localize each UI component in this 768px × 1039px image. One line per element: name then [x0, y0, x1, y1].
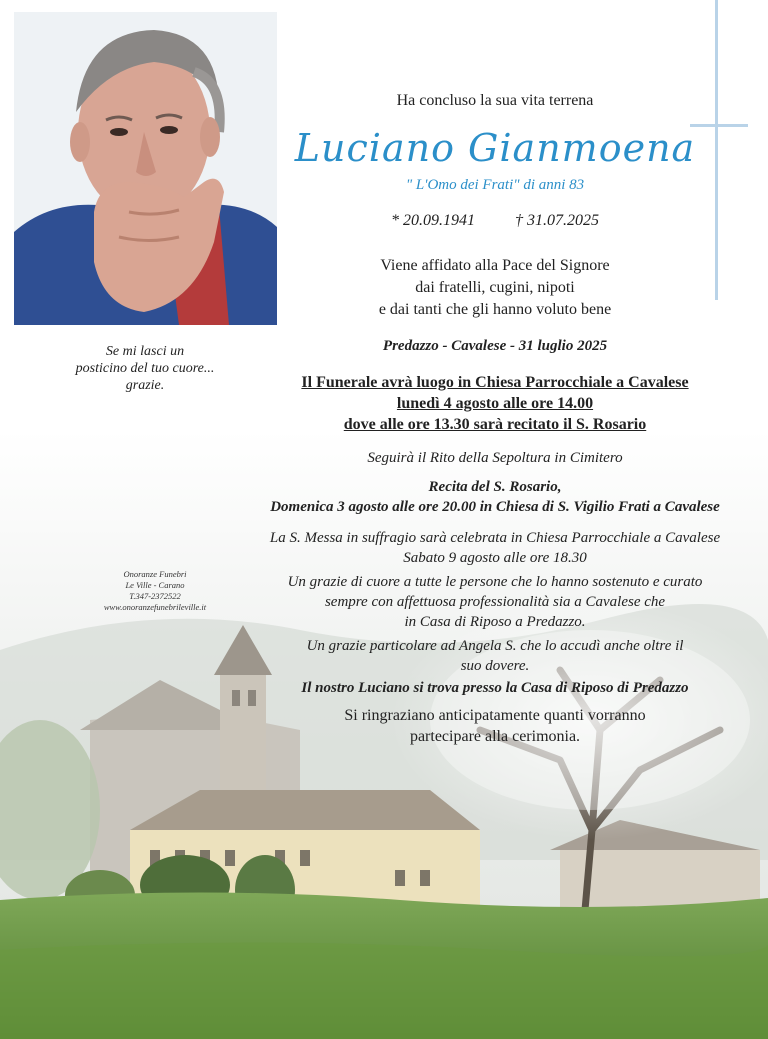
agency-name: Onoranze Funebri: [123, 569, 187, 579]
death-date: † 31.07.2025: [515, 212, 599, 229]
thanks-line: Un grazie particolare ad Angela S. che lo accudì anche oltre il: [306, 638, 684, 654]
closing-line: Si ringraziano anticipatamente quanti vorranno: [344, 707, 646, 724]
funeral-line: lunedì 4 agosto alle ore 14.00: [396, 395, 594, 412]
thanks-angela: [230, 636, 760, 676]
entrust-text: [230, 255, 760, 321]
rosary-line: Recita del S. Rosario,: [428, 479, 562, 495]
mass-line: Sabato 9 agosto alle ore 18.30: [403, 550, 587, 566]
entrust-line: Viene affidato alla Pace del Signore: [380, 257, 610, 274]
agency-website[interactable]: www.onoranzefunebrileville.it: [103, 602, 207, 612]
burial-line: Seguirà il Rito della Sepoltura in Cimitero: [367, 450, 623, 466]
deceased-name: Luciano Gianmoena: [294, 126, 696, 170]
funeral-agency: [70, 569, 240, 613]
closing-thanks: [230, 705, 760, 747]
poem-line: Se mi lasci un: [105, 344, 185, 359]
funeral-info: [230, 372, 760, 435]
poem: [40, 343, 250, 394]
birth-date: * 20.09.1941: [391, 212, 475, 229]
life-dates: [230, 212, 760, 230]
thanks-staff: [230, 572, 760, 632]
thanks-line: suo dovere.: [460, 658, 530, 674]
poem-line: grazie.: [125, 378, 165, 393]
thanks-line: Un grazie di cuore a tutte le persone che lo hanno sostenuto e curato: [287, 574, 703, 590]
thanks-line: in Casa di Riposo a Predazzo.: [404, 614, 586, 630]
mass-info: [230, 528, 760, 568]
funeral-line: Il Funerale avrà luogo in Chiesa Parrocchiale a Cavalese: [301, 374, 689, 391]
agency-phone: T.347-2372522: [129, 591, 181, 601]
funeral-line: dove alle ore 13.30 sarà recitato il S. Rosario: [343, 416, 647, 433]
rosary-line: Domenica 3 agosto alle ore 20.00 in Chiesa di S. Vigilio Frati a Cavalese: [270, 499, 720, 515]
thanks-line: sempre con affettuosa professionalità sia a Cavalese che: [324, 594, 666, 610]
mass-line: La S. Messa in suffragio sarà celebrata in Chiesa Parrocchiale a Cavalese: [269, 530, 721, 546]
agency-location: Le Ville - Carano: [125, 580, 185, 590]
entrust-line: e dai tanti che gli hanno voluto bene: [378, 301, 612, 318]
rosary-info: [230, 477, 760, 517]
location-note: Il nostro Luciano si trova presso la Casa di Riposo di Predazzo: [301, 680, 689, 696]
closing-line: partecipare alla cerimonia.: [409, 728, 581, 745]
intro-line: Ha concluso la sua vita terrena: [396, 92, 594, 109]
poem-line: posticino del tuo cuore...: [75, 361, 215, 376]
nickname-age: " L'Omo dei Frati" di anni 83: [405, 177, 585, 193]
entrust-line: dai fratelli, cugini, nipoti: [415, 279, 575, 296]
place-date: Predazzo - Cavalese - 31 luglio 2025: [382, 338, 608, 354]
